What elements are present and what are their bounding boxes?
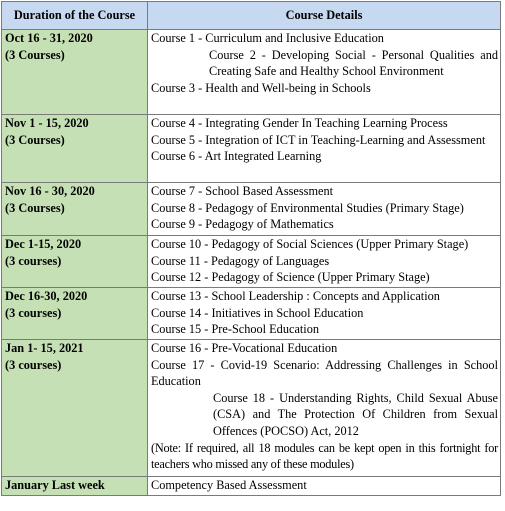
course-item: Course 2 - Developing Social - Personal Qualities and Creating Safe and Healthy School Environment [209, 47, 498, 79]
duration-cell [2, 183, 148, 236]
table-row [2, 340, 501, 477]
course-item: Course 8 - Pedagogy of Environmental Studies (Primary Stage) [151, 200, 464, 215]
duration-cell [2, 340, 148, 477]
course-item: Course 7 - School Based Assessment [151, 184, 334, 198]
header-row [2, 2, 501, 30]
duration-dates: Nov 1 - 15, 2020 [5, 116, 89, 130]
table-row [2, 115, 501, 183]
course-item: Course 5 - Integration of ICT in Teaching-Learning and Assessment [151, 132, 486, 147]
duration-course-count: (3 courses) [5, 305, 62, 320]
duration-cell [2, 30, 148, 115]
course-note: (Note: If required, all 18 modules can be kept open in this fortnight for teachers who missed any of these modules) [151, 440, 498, 472]
course-item: Course 18 - Understanding Rights, Child Sexual Abuse (CSA) and The Protection Of Children from Sexual Offences (POCSO) Act, 2012 [213, 390, 498, 438]
course-item: Course 1 - Curriculum and Inclusive Education [151, 31, 384, 45]
table-row [2, 236, 501, 288]
course-details-cell [148, 183, 501, 236]
course-item: Course 10 - Pedagogy of Social Sciences (Upper Primary Stage) [151, 237, 469, 251]
course-item: Course 16 - Pre-Vocational Education [151, 341, 338, 355]
duration-course-count: (3 courses) [5, 357, 62, 372]
course-item: Course 14 - Initiatives in School Education [151, 305, 364, 320]
course-details-cell [148, 115, 501, 183]
duration-cell [2, 236, 148, 288]
course-item: Course 6 - Art Integrated Learning [151, 149, 322, 164]
duration-dates: Dec 16-30, 2020 [5, 289, 88, 303]
course-item: Course 3 - Health and Well-being in Schools [151, 80, 371, 95]
course-details-cell [148, 30, 501, 115]
duration-course-count: (3 Courses) [5, 200, 65, 215]
duration-course-count: (3 courses) [5, 253, 62, 268]
table-row [2, 183, 501, 236]
duration-course-count: (3 Courses) [5, 132, 65, 147]
table-row [2, 288, 501, 340]
course-item: Course 11 - Pedagogy of Languages [151, 253, 330, 268]
course-details-cell [148, 340, 501, 477]
course-schedule-table [1, 1, 501, 496]
course-item: Course 13 - School Leadership : Concepts and Application [151, 289, 440, 303]
course-item: Course 9 - Pedagogy of Mathematics [151, 217, 334, 232]
duration-cell [2, 477, 148, 496]
course-details-cell [148, 236, 501, 288]
duration-dates: Jan 1- 15, 2021 [5, 341, 84, 355]
duration-dates: January Last week [5, 478, 105, 492]
course-item: Course 12 - Pedagogy of Science (Upper Primary Stage) [151, 270, 430, 285]
duration-dates: Oct 16 - 31, 2020 [5, 31, 93, 45]
course-item: Course 4 - Integrating Gender In Teaching Learning Process [151, 116, 448, 130]
duration-cell [2, 288, 148, 340]
header-course-details: Course Details [148, 2, 501, 30]
duration-dates: Dec 1-15, 2020 [5, 237, 82, 251]
course-item: Course 15 - Pre-School Education [151, 322, 320, 337]
duration-cell [2, 115, 148, 183]
table-row [2, 30, 501, 115]
header-duration: Duration of the Course [2, 2, 148, 30]
duration-course-count: (3 Courses) [5, 47, 65, 62]
course-item: Course 17 - Covid-19 Scenario: Addressing Challenges in School Education [151, 357, 498, 389]
course-item: Competency Based Assessment [151, 478, 307, 492]
course-details-cell [148, 288, 501, 340]
table-row [2, 477, 501, 496]
course-details-cell [148, 477, 501, 496]
duration-dates: Nov 16 - 30, 2020 [5, 184, 95, 198]
